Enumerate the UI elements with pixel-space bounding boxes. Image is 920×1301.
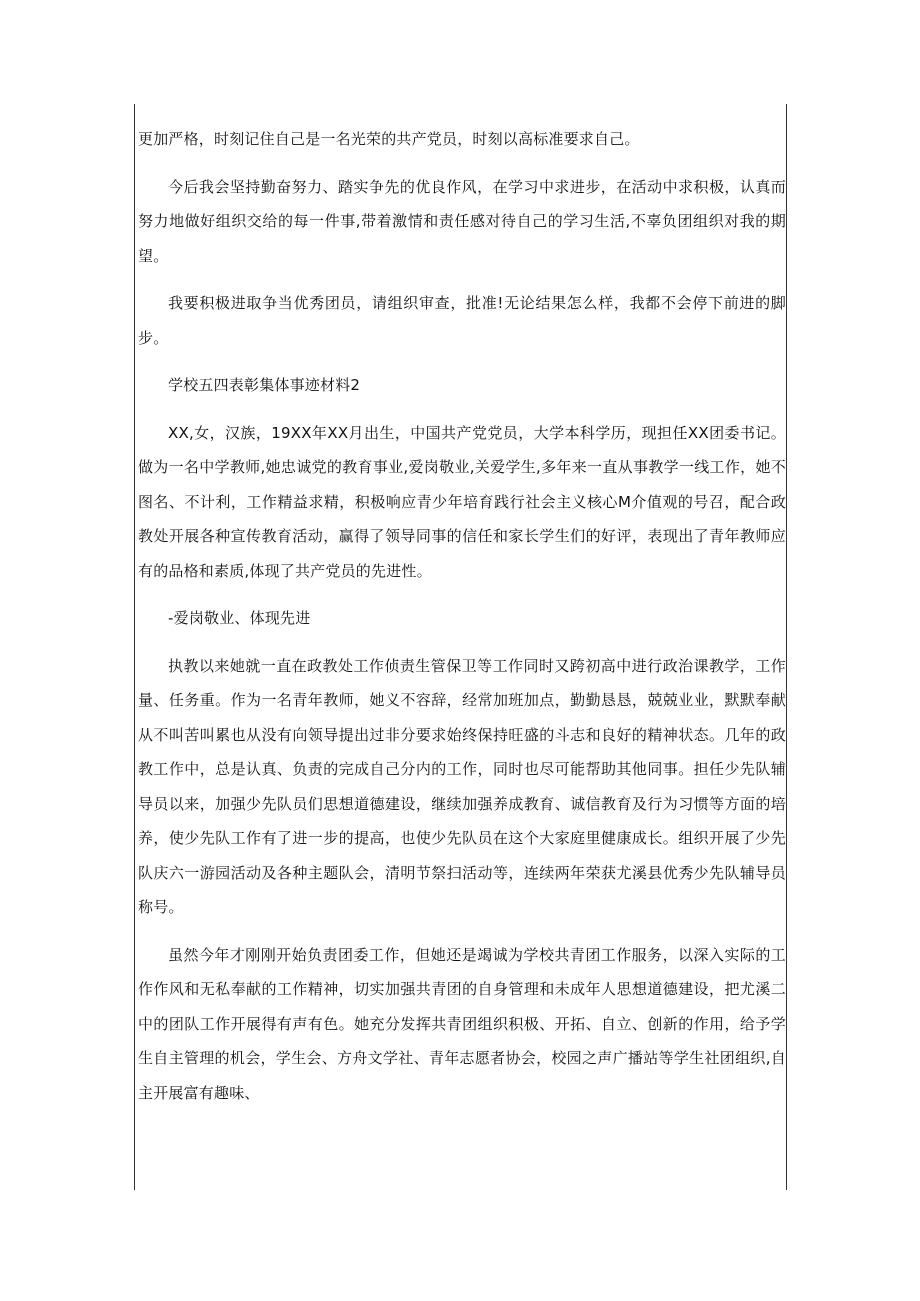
- paragraph-3: 我要积极进取争当优秀团员，请组织审查，批准!无论结果怎么样，我都不会停下前进的脚步。: [138, 294, 786, 347]
- section-title: 学校五四表彰集体事迹材料2: [168, 376, 361, 394]
- right-border-line: [786, 104, 787, 1190]
- paragraph-work: 执教以来她就一直在政教处工作侦责生管保卫等工作同时又跨初高中进行政治课教学，工作量、任务重。作为一名青年教师，她义不容辞，经常加班加点，勤勤恳恳，兢兢业业，默默奉献从不叫苦叫累也从没有向领导提出过非分要求始终保持旺盛的斗志和良好的精神状态。几年的政教工作中，总是认真、负责的完成自己分内的工作，同时也尽可能帮助其他同事。担任少先队辅导员以来，加强少先队员们思想道德建设，继续加强养成教育、诚信教育及行为习惯等方面的培养，使少先队工作有了进一步的提高，也使少先队员在这个大家庭里健康成长。组织开展了少先队庆六一游园活动及各种主题队会，清明节祭扫活动等，连续两年荣获尤溪县优秀少先队辅导员称号。: [138, 656, 786, 916]
- paragraph-2: 今后我会坚持勤奋努力、踏实争先的优良作风，在学习中求进步，在活动中求积极，认真而努力地做好组织交给的每一件事,带着激情和责任感对待自己的学习生活,不辜负团组织对我的期望。: [138, 177, 786, 265]
- subsection-heading: -爱岗敬业、体现先进: [168, 609, 311, 627]
- document-body: [138, 122, 786, 1123]
- paragraph-league: 虽然今年才刚刚开始负责团委工作，但她还是竭诚为学校共青团工作服务，以深入实际的工作作风和无私奉献的工作精神，切实加强共青团的自身管理和未成年人思想道德建设，把尤溪二中的团队工作开展得有声有色。她充分发挥共青团组织积极、开拓、自立、创新的作用，给予学生自主管理的机会，学生会、方舟文学社、青年志愿者协会，校园之声广播站等学生社团组织,自主开展富有趣味、: [138, 945, 786, 1102]
- left-border-line: [134, 104, 135, 1190]
- paragraph-profile: XX,女，汉族，19XX年XX月出生，中国共产党党员，大学本科学历，现担任XX团委书记。做为一名中学教师,她忠诚党的教育事业,爱岗敬业,关爱学生,多年来一直从事教学一线工作，她不图名、不计利，工作精益求精，积极响应青少年培育践行社会主义核心M介值观的号召，配合政教处开展各种宣传教育活动，赢得了领导同事的信任和家长学生们的好评，表现出了青年教师应有的品格和素质,体现了共产党员的先进性。: [138, 423, 786, 580]
- paragraph-1: 更加严格，时刻记住自己是一名光荣的共产党员，时刻以高标准要求自己。: [138, 130, 640, 148]
